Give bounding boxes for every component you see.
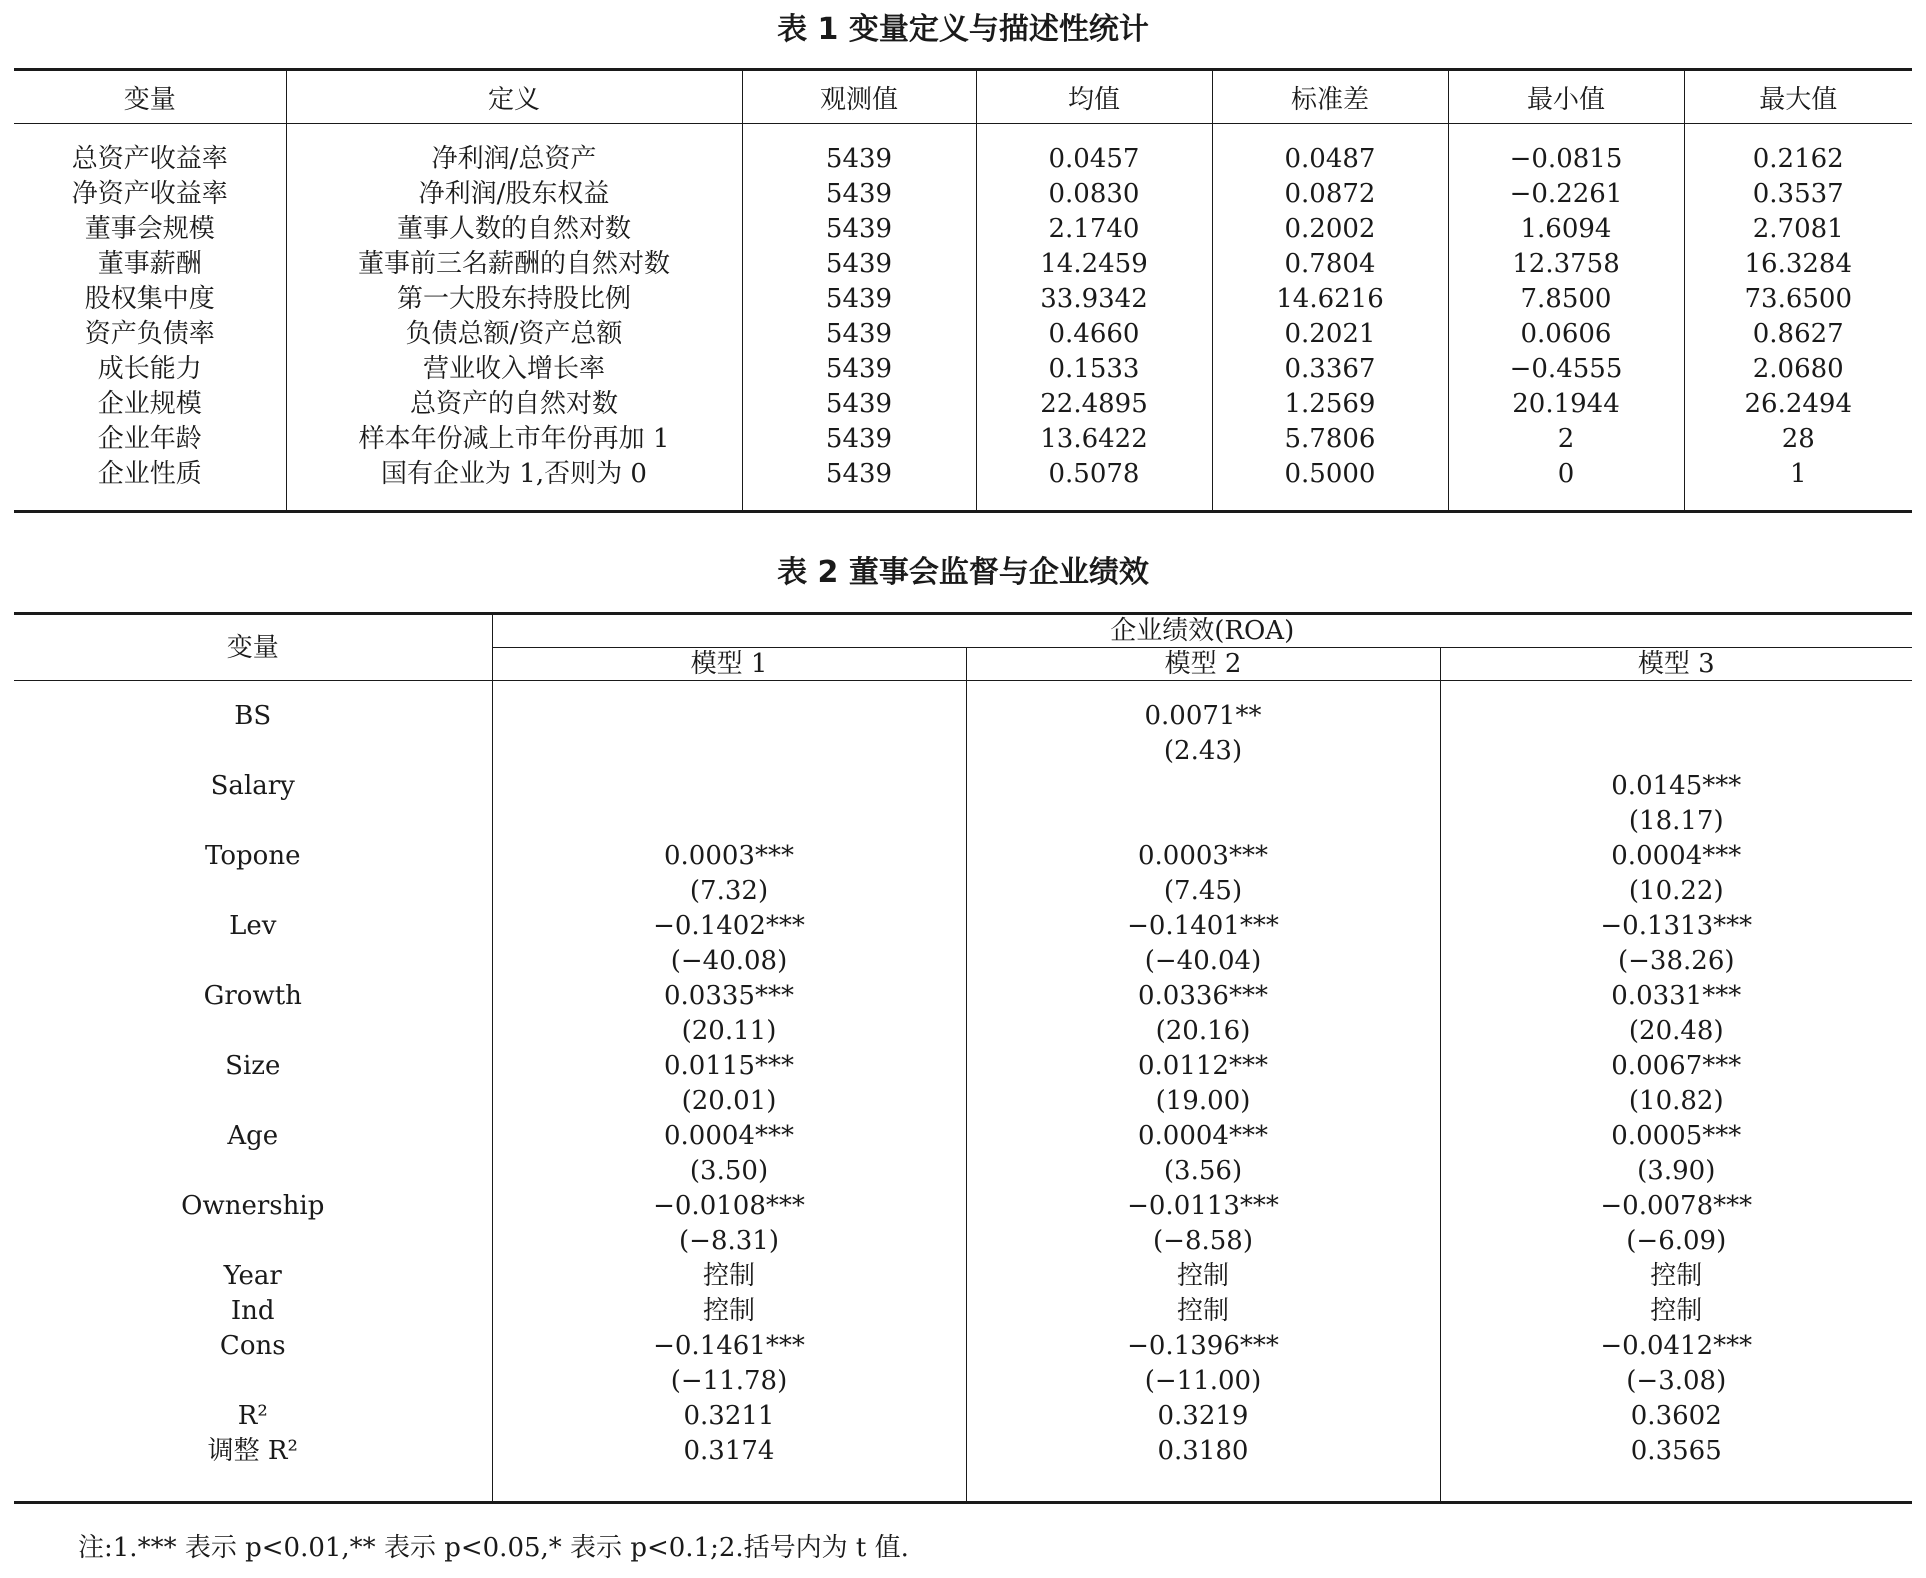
- col-header: 最小值: [1448, 70, 1684, 124]
- table-cell: 1.2569: [1212, 387, 1448, 422]
- coefficient-cell: (−38.26): [1440, 944, 1912, 979]
- table-cell: 20.1944: [1448, 387, 1684, 422]
- table-row: [14, 839, 1912, 874]
- coefficient-cell: (19.00): [966, 1084, 1440, 1119]
- table-cell: 5439: [742, 124, 976, 178]
- table-cell: 14.6216: [1212, 282, 1448, 317]
- table-row: [14, 457, 1912, 512]
- coefficient-cell: (−8.58): [966, 1224, 1440, 1259]
- coefficient-cell: 控制: [966, 1259, 1440, 1294]
- coefficient-cell: 0.3219: [966, 1399, 1440, 1434]
- table-row: [14, 317, 1912, 352]
- table-cell: 成长能力: [97, 354, 202, 384]
- table-cell: 总资产收益率: [71, 144, 228, 174]
- coefficient-cell: (20.16): [966, 1014, 1440, 1049]
- model-header: 模型 2: [966, 648, 1440, 681]
- coefficient-cell: (20.11): [492, 1014, 966, 1049]
- coefficient-cell: (2.43): [966, 734, 1440, 769]
- coefficient-cell: [966, 769, 1440, 804]
- table-cell: 0.0606: [1448, 317, 1684, 352]
- table-cell: 0.1533: [976, 352, 1212, 387]
- variable-label: Lev: [229, 911, 277, 941]
- variable-label: [14, 734, 492, 769]
- table-cell: 14.2459: [976, 247, 1212, 282]
- coefficient-cell: (7.45): [966, 874, 1440, 909]
- table-row: [14, 1154, 1912, 1189]
- table-row: [14, 124, 1912, 178]
- variable-header: 变量: [14, 614, 492, 681]
- table-cell: 12.3758: [1448, 247, 1684, 282]
- coefficient-cell: −0.1313***: [1440, 909, 1912, 944]
- performance-group-header: 企业绩效(ROA): [492, 614, 1912, 648]
- coefficient-cell: 0.0331***: [1440, 979, 1912, 1014]
- table-row: [14, 1294, 1912, 1329]
- coefficient-cell: 控制: [966, 1294, 1440, 1329]
- table-row: [14, 1084, 1912, 1119]
- table-cell: 0.5078: [976, 457, 1212, 512]
- table-cell: 负债总额/资产总额: [286, 317, 742, 352]
- table-cell: 0.8627: [1684, 317, 1912, 352]
- table-row: [14, 1189, 1912, 1224]
- table-cell: 5.7806: [1212, 422, 1448, 457]
- coefficient-cell: (−11.78): [492, 1364, 966, 1399]
- coefficient-cell: 0.0004***: [492, 1119, 966, 1154]
- table-cell: 0.3537: [1684, 177, 1912, 212]
- variable-label: Size: [225, 1051, 281, 1081]
- coefficient-cell: (3.50): [492, 1154, 966, 1189]
- variable-label: BS: [234, 701, 272, 731]
- coefficient-cell: −0.0108***: [492, 1189, 966, 1224]
- table-cell: 0.5000: [1212, 457, 1448, 512]
- coefficient-cell: (7.32): [492, 874, 966, 909]
- coefficient-cell: 0.0071**: [966, 681, 1440, 735]
- variable-label: [14, 804, 492, 839]
- table-cell: 资产负债率: [84, 319, 215, 349]
- coefficient-cell: 控制: [1440, 1294, 1912, 1329]
- variable-label: Age: [227, 1121, 279, 1151]
- coefficient-cell: [492, 769, 966, 804]
- table-row: [14, 177, 1912, 212]
- regression-results-table: [14, 612, 1912, 1504]
- coefficient-cell: (10.82): [1440, 1084, 1912, 1119]
- table-cell: 2: [1448, 422, 1684, 457]
- table-cell: 5439: [742, 422, 976, 457]
- table-cell: 董事会规模: [84, 214, 215, 244]
- table-row: [14, 282, 1912, 317]
- variable-label: Topone: [205, 841, 301, 871]
- coefficient-cell: (20.01): [492, 1084, 966, 1119]
- coefficient-cell: (−40.08): [492, 944, 966, 979]
- variable-label: Ownership: [181, 1191, 325, 1221]
- table-cell: 0.0457: [976, 124, 1212, 178]
- table-cell: 净利润/股东权益: [286, 177, 742, 212]
- coefficient-cell: 0.0003***: [492, 839, 966, 874]
- coefficient-cell: 0.0067***: [1440, 1049, 1912, 1084]
- table-cell: 董事前三名薪酬的自然对数: [286, 247, 742, 282]
- table-cell: 净利润/总资产: [286, 124, 742, 178]
- table-cell: −0.0815: [1448, 124, 1684, 178]
- table-cell: 董事薪酬: [97, 249, 202, 279]
- table-cell: 16.3284: [1684, 247, 1912, 282]
- table1-header-row: [14, 70, 1912, 124]
- table-cell: 董事人数的自然对数: [286, 212, 742, 247]
- table-row: [14, 1364, 1912, 1399]
- table-cell: 2.0680: [1684, 352, 1912, 387]
- coefficient-cell: (−40.04): [966, 944, 1440, 979]
- table-row: [14, 1049, 1912, 1084]
- table-row: [14, 1399, 1912, 1434]
- table-row: [14, 1434, 1912, 1503]
- coefficient-cell: [492, 681, 966, 735]
- coefficient-cell: −0.0412***: [1440, 1329, 1912, 1364]
- table-cell: 总资产的自然对数: [286, 387, 742, 422]
- variable-label: [14, 1154, 492, 1189]
- table-footnote: 注:1.*** 表示 p<0.01,** 表示 p<0.05,* 表示 p<0.1;2.括号内为 t 值.: [78, 1533, 909, 1563]
- coefficient-cell: 0.0004***: [966, 1119, 1440, 1154]
- table-row: [14, 1259, 1912, 1294]
- variable-label: [14, 1224, 492, 1259]
- variable-label: R²: [237, 1401, 268, 1431]
- table1-title: 表 1 变量定义与描述性统计: [777, 12, 1149, 47]
- coefficient-cell: (18.17): [1440, 804, 1912, 839]
- coefficient-cell: −0.1461***: [492, 1329, 966, 1364]
- table-row: [14, 1014, 1912, 1049]
- table-row: [14, 874, 1912, 909]
- table-cell: 22.4895: [976, 387, 1212, 422]
- coefficient-cell: −0.1396***: [966, 1329, 1440, 1364]
- table-row: [14, 769, 1912, 804]
- table-cell: 5439: [742, 387, 976, 422]
- coefficient-cell: 控制: [492, 1294, 966, 1329]
- table-row: [14, 944, 1912, 979]
- table-cell: 28: [1684, 422, 1912, 457]
- coefficient-cell: 0.3602: [1440, 1399, 1912, 1434]
- coefficient-cell: 0.0336***: [966, 979, 1440, 1014]
- col-header: 标准差: [1212, 70, 1448, 124]
- coefficient-cell: 0.3565: [1440, 1434, 1912, 1503]
- table-cell: 0.2021: [1212, 317, 1448, 352]
- table-cell: 0.0830: [976, 177, 1212, 212]
- coefficient-cell: [492, 734, 966, 769]
- descriptive-statistics-table: [14, 68, 1912, 513]
- table-cell: 5439: [742, 247, 976, 282]
- coefficient-cell: 0.0005***: [1440, 1119, 1912, 1154]
- table-row: [14, 804, 1912, 839]
- coefficient-cell: (10.22): [1440, 874, 1912, 909]
- table-cell: −0.4555: [1448, 352, 1684, 387]
- coefficient-cell: [1440, 681, 1912, 735]
- coefficient-cell: 0.0004***: [1440, 839, 1912, 874]
- table-cell: 营业收入增长率: [286, 352, 742, 387]
- col-header: 最大值: [1684, 70, 1912, 124]
- table-cell: 2.7081: [1684, 212, 1912, 247]
- variable-label: Ind: [230, 1296, 275, 1326]
- coefficient-cell: 0.0335***: [492, 979, 966, 1014]
- table2-header-row: [14, 614, 1912, 648]
- table-cell: 13.6422: [976, 422, 1212, 457]
- variable-label: 调整 R²: [14, 1434, 492, 1503]
- table-row: [14, 422, 1912, 457]
- coefficient-cell: (−8.31): [492, 1224, 966, 1259]
- table-cell: 1: [1684, 457, 1912, 512]
- col-header: 变量: [14, 70, 286, 124]
- table-cell: 2.1740: [976, 212, 1212, 247]
- table-cell: 0: [1448, 457, 1684, 512]
- table-row: [14, 212, 1912, 247]
- table-cell: 企业年龄: [97, 424, 202, 454]
- coefficient-cell: −0.0113***: [966, 1189, 1440, 1224]
- table-cell: 净资产收益率: [71, 179, 228, 209]
- table-row: [14, 734, 1912, 769]
- variable-label: Salary: [210, 771, 295, 801]
- table-row: [14, 1329, 1912, 1364]
- coefficient-cell: (3.90): [1440, 1154, 1912, 1189]
- col-header: 定义: [286, 70, 742, 124]
- table-cell: 企业规模: [97, 389, 202, 419]
- coefficient-cell: 0.0112***: [966, 1049, 1440, 1084]
- model-header: 模型 1: [492, 648, 966, 681]
- coefficient-cell: (−6.09): [1440, 1224, 1912, 1259]
- table-cell: 5439: [742, 282, 976, 317]
- coefficient-cell: 0.3211: [492, 1399, 966, 1434]
- coefficient-cell: 0.3180: [966, 1434, 1440, 1503]
- table-cell: 0.0487: [1212, 124, 1448, 178]
- table-cell: 样本年份减上市年份再加 1: [286, 422, 742, 457]
- model-header: 模型 3: [1440, 648, 1912, 681]
- table-cell: 国有企业为 1,否则为 0: [286, 457, 742, 512]
- coefficient-cell: 0.0003***: [966, 839, 1440, 874]
- table-cell: 7.8500: [1448, 282, 1684, 317]
- table-cell: 0.4660: [976, 317, 1212, 352]
- table-cell: 第一大股东持股比例: [286, 282, 742, 317]
- coefficient-cell: (3.56): [966, 1154, 1440, 1189]
- coefficient-cell: (−11.00): [966, 1364, 1440, 1399]
- variable-label: Cons: [219, 1331, 286, 1361]
- table-cell: 73.6500: [1684, 282, 1912, 317]
- table-cell: 5439: [742, 177, 976, 212]
- table-cell: 0.3367: [1212, 352, 1448, 387]
- coefficient-cell: 控制: [492, 1259, 966, 1294]
- coefficient-cell: −0.0078***: [1440, 1189, 1912, 1224]
- variable-label: [14, 944, 492, 979]
- table-cell: 5439: [742, 352, 976, 387]
- table-cell: 0.2002: [1212, 212, 1448, 247]
- table-cell: 0.0872: [1212, 177, 1448, 212]
- table-cell: 5439: [742, 457, 976, 512]
- variable-label: Growth: [203, 981, 302, 1011]
- table-cell: 股权集中度: [84, 284, 215, 314]
- table-cell: 33.9342: [976, 282, 1212, 317]
- coefficient-cell: 0.0115***: [492, 1049, 966, 1084]
- table-row: [14, 909, 1912, 944]
- variable-label: [14, 1084, 492, 1119]
- col-header: 均值: [976, 70, 1212, 124]
- table-cell: 1.6094: [1448, 212, 1684, 247]
- table-row: [14, 247, 1912, 282]
- coefficient-cell: −0.1401***: [966, 909, 1440, 944]
- variable-label: [14, 1014, 492, 1049]
- coefficient-cell: (−3.08): [1440, 1364, 1912, 1399]
- variable-label: Year: [223, 1261, 282, 1291]
- coefficient-cell: [1440, 734, 1912, 769]
- table-cell: 5439: [742, 212, 976, 247]
- table-cell: −0.2261: [1448, 177, 1684, 212]
- table-row: [14, 1119, 1912, 1154]
- col-header: 观测值: [742, 70, 976, 124]
- table-cell: 0.7804: [1212, 247, 1448, 282]
- coefficient-cell: 0.3174: [492, 1434, 966, 1503]
- coefficient-cell: 控制: [1440, 1259, 1912, 1294]
- variable-label: [14, 874, 492, 909]
- table-row: [14, 979, 1912, 1014]
- table-cell: 5439: [742, 317, 976, 352]
- table-row: [14, 352, 1912, 387]
- variable-label: [14, 1364, 492, 1399]
- table-cell: 0.2162: [1684, 124, 1912, 178]
- table-cell: 26.2494: [1684, 387, 1912, 422]
- coefficient-cell: 0.0145***: [1440, 769, 1912, 804]
- table2-title: 表 2 董事会监督与企业绩效: [777, 555, 1149, 590]
- table-row: [14, 681, 1912, 735]
- coefficient-cell: [492, 804, 966, 839]
- coefficient-cell: [966, 804, 1440, 839]
- table-row: [14, 387, 1912, 422]
- coefficient-cell: −0.1402***: [492, 909, 966, 944]
- coefficient-cell: (20.48): [1440, 1014, 1912, 1049]
- table-row: [14, 1224, 1912, 1259]
- table-cell: 企业性质: [14, 457, 286, 512]
